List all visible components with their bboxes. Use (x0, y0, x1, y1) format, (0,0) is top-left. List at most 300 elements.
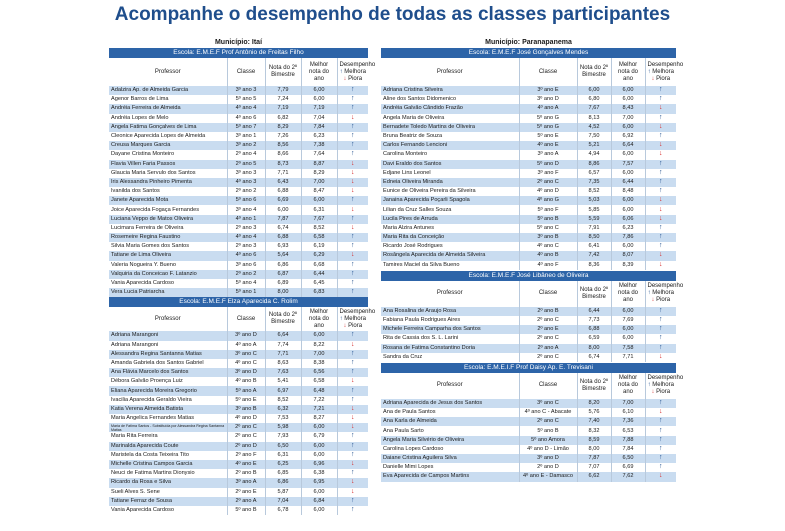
arrow-up-icon: ↑ (659, 223, 663, 231)
nota-cell: 6,97 (265, 386, 301, 395)
table-row (109, 279, 368, 288)
professor-cell: Tatiane Ferraz de Sousa (109, 497, 227, 506)
melhor-nota-cell: 6,06 (611, 215, 645, 224)
table-row (109, 460, 368, 469)
melhor-nota-cell: 7,38 (301, 141, 337, 150)
column-header-melhor-nota: Melhor nota do ano (301, 58, 337, 86)
nota-cell: 8,13 (577, 114, 611, 123)
trend-cell (645, 187, 676, 196)
arrow-up-icon: ↑ (659, 444, 663, 452)
arrow-down-icon: ↓ (659, 251, 663, 259)
professor-cell: Ivacilia Aparecida Geraldo Vieira (109, 396, 227, 405)
arrow-up-icon: ↑ (351, 469, 355, 477)
nota-cell: 5,85 (577, 205, 611, 214)
table-row (109, 488, 368, 497)
column-header-professor: Professor (109, 58, 227, 86)
table-row (381, 205, 676, 214)
classe-cell: 3º ano F (519, 169, 577, 178)
nota-cell: 7,87 (265, 215, 301, 224)
table-row (109, 359, 368, 368)
melhor-nota-cell: 6,83 (301, 288, 337, 297)
professor-cell: Ana Rosalina de Araujo Rosa (381, 307, 519, 316)
table-row (381, 132, 676, 141)
classe-cell: 3º ano C (227, 350, 265, 359)
table-row (381, 123, 676, 132)
melhor-nota-cell: 7,19 (301, 104, 337, 113)
trend-cell (645, 472, 676, 481)
classe-cell: 5º ano 5 (227, 95, 265, 104)
classe-cell: 4º ano E (227, 460, 265, 469)
trend-cell (337, 95, 368, 104)
trend-cell (337, 132, 368, 141)
table-row (381, 150, 676, 159)
trend-cell (337, 350, 368, 359)
table-row (381, 408, 676, 417)
classe-cell: 3º ano E (519, 86, 577, 95)
nota-cell: 6,41 (577, 242, 611, 251)
table-row (109, 205, 368, 214)
table-row (109, 396, 368, 405)
melhor-nota-cell: 8,07 (611, 251, 645, 260)
melhor-nota-cell: 6,58 (301, 233, 337, 242)
table-row (109, 169, 368, 178)
table-row (109, 141, 368, 150)
classe-cell: 2º ano F (227, 451, 265, 460)
classe-cell: 2º ano 3 (227, 242, 265, 251)
professor-cell: Valquiria da Conceicao F. Latanzio (109, 270, 227, 279)
arrow-down-icon: ↓ (351, 414, 355, 422)
column-header-classe: Classe (519, 281, 577, 307)
column-header-melhor-nota: Melhor nota do ano (611, 58, 645, 86)
professor-cell: Maristela da Costa Teixeira Tito (109, 451, 227, 460)
school-title: Escola: E.M.E.F José Gonçalves Mendes (381, 48, 676, 58)
professor-cell: Bernadete Toledo Martins de Oliveira (381, 123, 519, 132)
nota-cell: 6,86 (265, 261, 301, 270)
classe-cell: 4º ano A (519, 104, 577, 113)
professor-cell: Lilian da Cruz Salles Souza (381, 205, 519, 214)
melhor-nota-cell: 6,00 (611, 169, 645, 178)
arrow-up-icon: ↑ (351, 122, 355, 130)
table-row (109, 451, 368, 460)
classe-cell: 2º ano E (519, 325, 577, 334)
results-table (381, 58, 684, 270)
results-table (381, 373, 684, 482)
table-row (381, 242, 676, 251)
melhor-nota-cell: 6,00 (301, 442, 337, 451)
trend-cell (337, 104, 368, 113)
arrow-up-icon: ↑ (351, 269, 355, 277)
column-header-classe: Classe (519, 58, 577, 86)
classe-cell: 2º ano 5 (227, 160, 265, 169)
professor-cell: Iris Alessandra Pinheiro Pimenta (109, 178, 227, 187)
melhor-nota-cell: 6,44 (301, 270, 337, 279)
classe-cell: 4º ano C (227, 359, 265, 368)
trend-cell (645, 426, 676, 435)
professor-cell: Eunice de Oliveira Pereira da Silveira (381, 187, 519, 196)
melhor-nota-cell: 8,43 (611, 104, 645, 113)
melhor-nota-cell: 8,48 (611, 187, 645, 196)
table-row (109, 178, 368, 187)
table-row (109, 251, 368, 260)
trend-cell (645, 104, 676, 113)
table-row (109, 506, 368, 515)
trend-cell (337, 196, 368, 205)
trend-cell (645, 445, 676, 454)
table-row (109, 215, 368, 224)
professor-cell: Ivanilda dos Santos (109, 187, 227, 196)
trend-cell (337, 451, 368, 460)
nota-cell: 5,03 (577, 196, 611, 205)
melhor-nota-cell: 6,31 (301, 205, 337, 214)
trend-cell (337, 396, 368, 405)
melhor-nota-cell: 6,00 (611, 150, 645, 159)
melhor-nota-cell: 6,00 (611, 307, 645, 316)
trend-cell (337, 368, 368, 377)
nota-cell: 7,74 (265, 341, 301, 350)
melhor-nota-cell: 6,58 (301, 377, 337, 386)
arrow-up-icon: ↑ (351, 86, 355, 94)
trend-cell (337, 432, 368, 441)
desempenho-label: Desempenho (339, 308, 376, 315)
table-row (109, 478, 368, 487)
melhor-nota-cell: 7,62 (611, 472, 645, 481)
nota-cell: 5,76 (577, 408, 611, 417)
nota-cell: 7,26 (265, 132, 301, 141)
melhor-nota-cell: 6,79 (301, 432, 337, 441)
professor-cell: Adalzira Ap. de Almeida Garcia (109, 86, 227, 95)
column-header-classe: Classe (227, 307, 265, 331)
nota-cell: 6,88 (577, 325, 611, 334)
arrow-up-icon: ↑ (351, 450, 355, 458)
nota-cell: 8,63 (265, 359, 301, 368)
professor-cell: Débora Galvão Proença Luiz (109, 377, 227, 386)
table-row (109, 386, 368, 395)
nota-cell: 7,24 (265, 95, 301, 104)
melhor-nota-cell: 7,71 (611, 353, 645, 362)
melhor-nota-cell: 8,39 (611, 261, 645, 270)
trend-cell (337, 86, 368, 95)
arrow-down-icon: ↓ (351, 159, 355, 167)
classe-cell: 3º ano 3 (227, 86, 265, 95)
arrow-down-icon: ↓ (343, 322, 347, 329)
professor-cell: Glaucia Maria Servulo dos Santos (109, 169, 227, 178)
classe-cell: 4º ano 6 (227, 114, 265, 123)
nota-cell: 8,56 (265, 141, 301, 150)
classe-cell: 4º ano B (227, 377, 265, 386)
professor-cell: Katia Verena Almeida Batista (109, 405, 227, 414)
professor-cell: Neuci de Fatima Martins Dionysio (109, 469, 227, 478)
professor-cell: Janete Aparecida Mota (109, 196, 227, 205)
classe-cell: 3º ano B (227, 405, 265, 414)
trend-cell (337, 414, 368, 423)
melhor-nota-cell: 6,69 (611, 463, 645, 472)
arrow-down-icon: ↓ (651, 75, 655, 82)
piora-label: Piora (656, 75, 671, 82)
professor-cell: Carlos Fernando Lencioni (381, 141, 519, 150)
nota-cell: 6,80 (577, 95, 611, 104)
table-row (381, 141, 676, 150)
arrow-up-icon: ↑ (659, 95, 663, 103)
nota-cell: 8,50 (577, 233, 611, 242)
melhor-nota-cell: 8,38 (301, 359, 337, 368)
arrow-down-icon: ↓ (351, 478, 355, 486)
table-row (381, 353, 676, 362)
municipio-title: Município: Itaí (109, 37, 368, 48)
nota-cell: 8,32 (577, 426, 611, 435)
nota-cell: 8,59 (577, 436, 611, 445)
nota-cell: 7,19 (265, 104, 301, 113)
trend-cell (645, 399, 676, 408)
professor-cell: Tatiane de Lima Oliveira (109, 251, 227, 260)
nota-cell: 8,73 (265, 160, 301, 169)
nota-cell: 8,52 (577, 187, 611, 196)
nota-cell: 7,63 (265, 368, 301, 377)
arrow-down-icon: ↓ (651, 389, 655, 396)
nota-cell: 8,00 (577, 344, 611, 353)
arrow-down-icon: ↓ (659, 472, 663, 480)
professor-cell: Rita de Cassia dos S. L. Larini (381, 334, 519, 343)
classe-cell: 4º ano D (519, 187, 577, 196)
trend-cell (337, 233, 368, 242)
classe-cell: 4º ano 6 (227, 251, 265, 260)
school-title: Escola: E.M.E.F Prof Antônio de Freitas Filho (109, 48, 368, 58)
table-row (109, 104, 368, 113)
arrow-up-icon: ↑ (351, 214, 355, 222)
professor-cell: Ricardo José Rodrigues (381, 242, 519, 251)
trend-cell (645, 454, 676, 463)
arrow-down-icon: ↓ (659, 205, 663, 213)
melhor-nota-cell: 6,23 (611, 224, 645, 233)
trend-cell (645, 114, 676, 123)
professor-cell: Adriana Aparecida de Jesus dos Santos (381, 399, 519, 408)
arrow-up-icon: ↑ (351, 279, 355, 287)
table-row (109, 242, 368, 251)
trend-cell (645, 307, 676, 316)
table-header-row (109, 58, 368, 86)
table-row (109, 233, 368, 242)
classe-cell: 3º ano D (519, 454, 577, 463)
classe-cell: 4º ano 4 (227, 104, 265, 113)
table-row (109, 405, 368, 414)
piora-label: Piora (348, 322, 363, 329)
nota-cell: 5,98 (265, 423, 301, 432)
trend-cell (645, 316, 676, 325)
arrow-up-icon: ↑ (659, 325, 663, 333)
professor-cell: Edjane Lins Leonel (381, 169, 519, 178)
arrow-up-icon: ↑ (659, 417, 663, 425)
column-header-professor: Professor (109, 307, 227, 331)
arrow-up-icon: ↑ (659, 242, 663, 250)
arrow-up-icon: ↑ (351, 288, 355, 296)
trend-cell (337, 423, 368, 432)
arrow-up-icon: ↑ (351, 386, 355, 394)
melhor-nota-cell: 6,68 (301, 261, 337, 270)
melhora-label: Melhora (344, 68, 366, 75)
table-row (109, 224, 368, 233)
arrow-up-icon: ↑ (351, 496, 355, 504)
nota-cell: 8,00 (265, 288, 301, 297)
classe-cell: 2º ano C (519, 178, 577, 187)
table-row (109, 270, 368, 279)
arrow-up-icon: ↑ (351, 349, 355, 357)
classe-cell: 4º ano C (519, 242, 577, 251)
column-header-melhor-nota: Melhor nota do ano (301, 307, 337, 331)
classe-cell: 4º ano A (227, 341, 265, 350)
desempenho-label: Desempenho (647, 375, 684, 382)
melhor-nota-cell: 7,22 (301, 396, 337, 405)
melhor-nota-cell: 7,69 (611, 316, 645, 325)
professor-cell: Amanda Gabriela dos Santos Gabriel (109, 359, 227, 368)
professor-cell: Flavia Villen Faria Passos (109, 160, 227, 169)
classe-cell: 5º ano B (227, 506, 265, 515)
table-row (381, 224, 676, 233)
column-header-classe: Classe (227, 58, 265, 86)
table-row (381, 160, 676, 169)
trend-cell (645, 261, 676, 270)
melhor-nota-cell: 6,19 (301, 242, 337, 251)
professor-cell: Ana Paula Sarto (381, 426, 519, 435)
classe-cell: 5º ano E (519, 132, 577, 141)
professor-cell: Ana de Paula Santos (381, 408, 519, 417)
arrow-up-icon: ↑ (339, 68, 343, 75)
classe-cell: 5º ano G (519, 114, 577, 123)
professor-cell: Lucimara Ferreira de Oliveira (109, 224, 227, 233)
table-row (381, 334, 676, 343)
classe-cell: 5º ano C (519, 224, 577, 233)
arrow-down-icon: ↓ (659, 150, 663, 158)
melhor-nota-cell: 7,88 (611, 436, 645, 445)
melhor-nota-cell: 6,00 (301, 451, 337, 460)
professor-cell: Vania Aparecida Cardoso (109, 506, 227, 515)
column-header-desempenho (645, 58, 684, 86)
trend-cell (645, 132, 676, 141)
classe-cell: 2º ano 4 (227, 150, 265, 159)
arrow-up-icon: ↑ (659, 233, 663, 241)
professor-cell: Alessandra Regina Santanna Matias (109, 350, 227, 359)
professor-cell: Maria Alzira Antunes (381, 224, 519, 233)
melhor-nota-cell: 7,00 (611, 399, 645, 408)
professor-cell: Rosângela Aparecida de Almeida Silveira (381, 251, 519, 260)
arrow-down-icon: ↓ (351, 187, 355, 195)
melhor-nota-cell: 7,84 (301, 123, 337, 132)
nota-cell: 6,78 (265, 506, 301, 515)
nota-cell: 4,94 (577, 150, 611, 159)
arrow-down-icon: ↓ (351, 205, 355, 213)
table-row (109, 469, 368, 478)
classe-cell: 5º ano 1 (227, 288, 265, 297)
trend-cell (337, 114, 368, 123)
professor-cell: Agenor Barros de Lima (109, 95, 227, 104)
classe-cell: 2º ano C (227, 432, 265, 441)
classe-cell: 3º ano 3 (227, 169, 265, 178)
nota-cell: 6,82 (265, 114, 301, 123)
melhor-nota-cell: 6,56 (301, 368, 337, 377)
melhor-nota-cell: 6,50 (611, 454, 645, 463)
trend-cell (337, 377, 368, 386)
melhor-nota-cell: 6,00 (301, 423, 337, 432)
classe-cell: 2º ano 3 (227, 224, 265, 233)
arrow-up-icon: ↑ (351, 331, 355, 339)
arrow-down-icon: ↓ (343, 75, 347, 82)
trend-cell (645, 224, 676, 233)
classe-cell: 5º ano G (519, 123, 577, 132)
classe-cell: 3º ano D (519, 95, 577, 104)
column-header-desempenho (645, 373, 684, 399)
melhor-nota-cell: 6,00 (301, 506, 337, 515)
nota-cell: 7,93 (265, 432, 301, 441)
classe-cell: 4º ano B (519, 251, 577, 260)
professor-cell: Maria Rita da Conceição (381, 233, 519, 242)
trend-cell (645, 408, 676, 417)
arrow-up-icon: ↑ (659, 334, 663, 342)
melhor-nota-cell: 6,38 (301, 469, 337, 478)
arrow-up-icon: ↑ (659, 463, 663, 471)
table-row (381, 95, 676, 104)
melhor-nota-cell: 6,00 (301, 488, 337, 497)
nota-cell: 6,88 (265, 187, 301, 196)
classe-cell: 2º ano D (519, 463, 577, 472)
professor-cell: Valeria Nogueira Y. Bueno (109, 261, 227, 270)
melhor-nota-cell: 6,00 (301, 86, 337, 95)
table-row (109, 442, 368, 451)
classe-cell: 2º ano D (227, 442, 265, 451)
table-row (109, 261, 368, 270)
arrow-up-icon: ↑ (351, 395, 355, 403)
professor-cell: Eva Aparecida de Campos Martins (381, 472, 519, 481)
table-row (109, 288, 368, 297)
professor-cell: Joice Aparecida Fogaça Fernandes (109, 205, 227, 214)
arrow-up-icon: ↑ (659, 132, 663, 140)
classe-cell: 2º ano B (227, 469, 265, 478)
arrow-down-icon: ↓ (659, 408, 663, 416)
trend-cell (337, 150, 368, 159)
table-row (109, 86, 368, 95)
nota-cell: 7,04 (265, 497, 301, 506)
piora-label: Piora (656, 389, 671, 396)
classe-cell: 4º ano 1 (227, 215, 265, 224)
arrow-up-icon: ↑ (351, 368, 355, 376)
table-row (109, 423, 368, 432)
paranapanema-panel (381, 37, 684, 531)
table-row (381, 178, 676, 187)
table-row (109, 160, 368, 169)
arrow-down-icon: ↓ (351, 177, 355, 185)
professor-cell: Bruna Beatriz de Souza (381, 132, 519, 141)
piora-label: Piora (348, 75, 363, 82)
professor-cell: Andréia Ferreira de Almeida (109, 104, 227, 113)
melhor-nota-cell: 6,23 (301, 132, 337, 141)
melhor-nota-cell: 6,53 (611, 426, 645, 435)
trend-cell (337, 215, 368, 224)
melhor-nota-cell: 7,21 (301, 405, 337, 414)
table-row (381, 187, 676, 196)
results-table (109, 307, 376, 515)
column-header-professor: Professor (381, 373, 519, 399)
classe-cell: 2º ano E (227, 488, 265, 497)
melhor-nota-cell: 6,00 (611, 86, 645, 95)
classe-cell: 3º ano A (227, 478, 265, 487)
professor-cell: Eliana Aparecida Moreira Gregorio (109, 386, 227, 395)
itai-panel (109, 37, 376, 531)
classe-cell: 2º ano C (519, 417, 577, 426)
melhor-nota-cell: 8,87 (301, 160, 337, 169)
melhor-nota-cell: 6,00 (301, 95, 337, 104)
table-header-row (381, 281, 676, 307)
table-row (109, 350, 368, 359)
table-row (109, 123, 368, 132)
melhor-nota-cell: 6,00 (611, 95, 645, 104)
professor-cell: Vania Aparecida Cardoso (109, 279, 227, 288)
